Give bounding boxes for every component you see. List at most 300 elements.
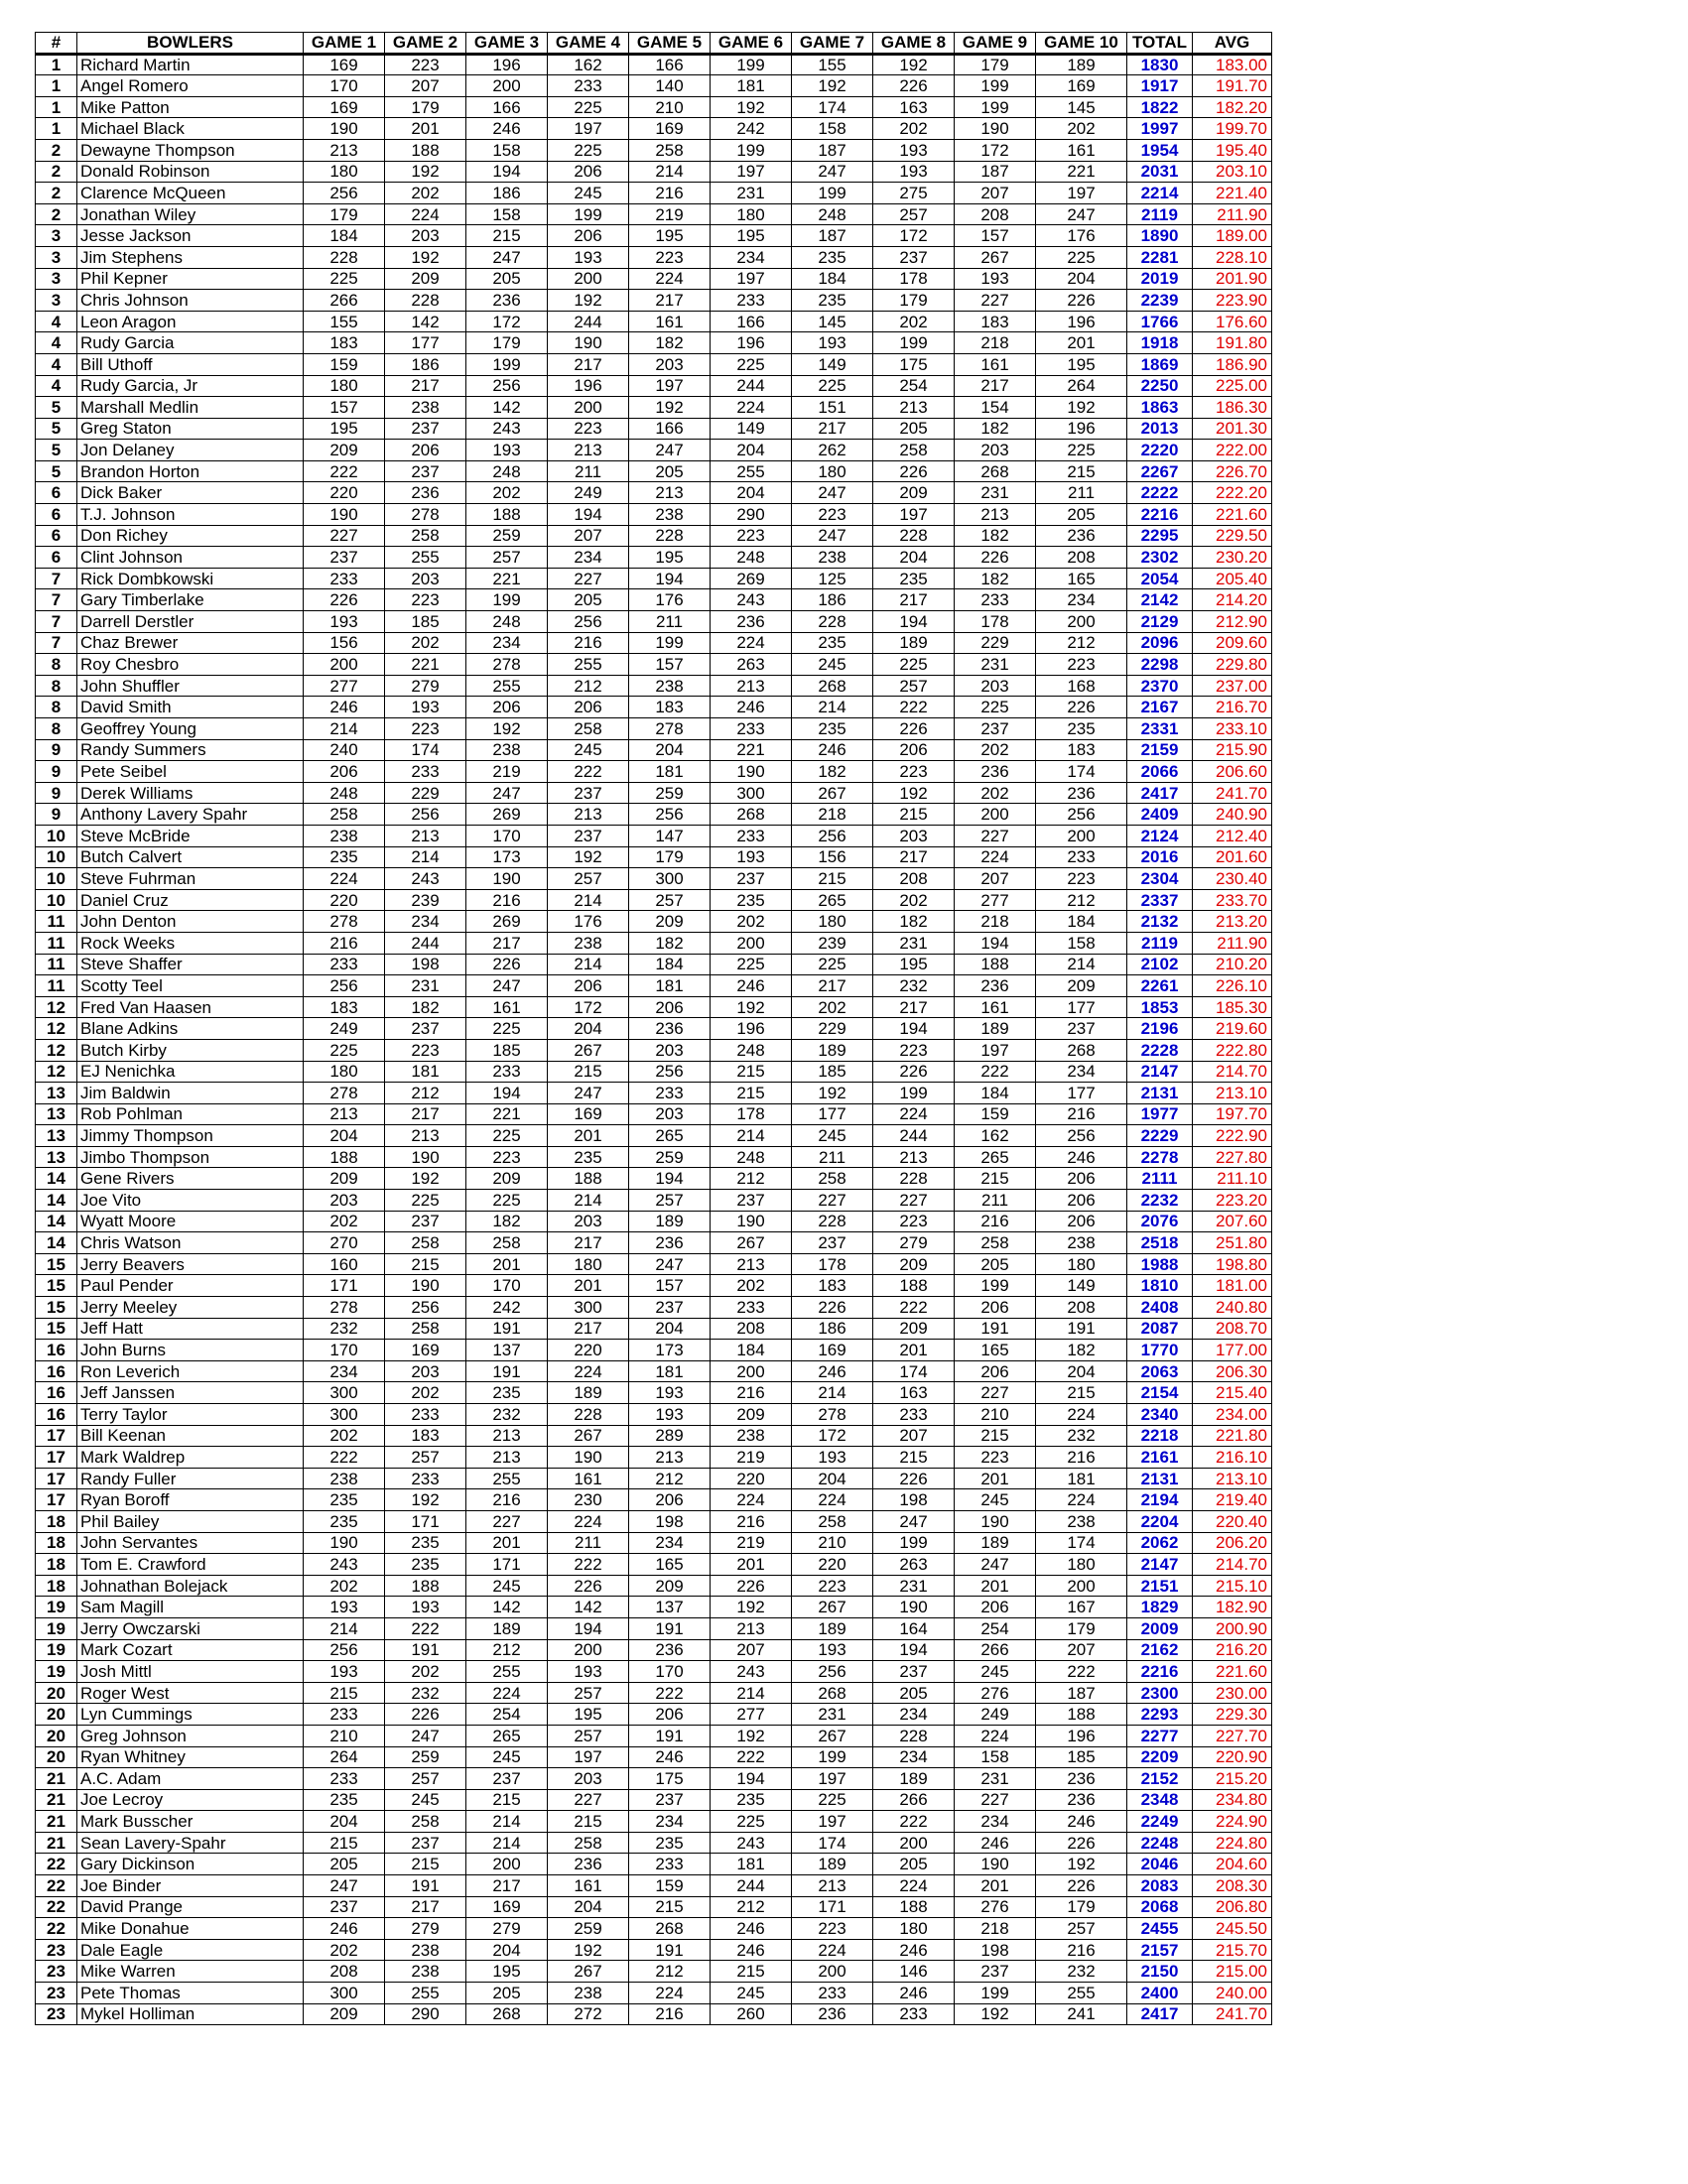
avg-cell: 191.70 <box>1193 75 1272 97</box>
game-3-cell: 216 <box>466 889 548 911</box>
rank-cell: 20 <box>36 1682 77 1704</box>
game-8-cell: 233 <box>873 2003 955 2025</box>
game-10-cell: 192 <box>1036 397 1127 419</box>
rank-cell: 10 <box>36 889 77 911</box>
game-7-cell: 197 <box>792 1811 873 1833</box>
game-8-cell: 223 <box>873 1211 955 1232</box>
game-4-cell: 207 <box>548 525 629 547</box>
game-4-cell: 204 <box>548 1896 629 1918</box>
game-7-cell: 192 <box>792 1083 873 1104</box>
game-9-cell: 227 <box>955 825 1036 846</box>
total-cell: 2167 <box>1127 697 1193 718</box>
bowler-name-cell: Jeff Janssen <box>77 1382 304 1404</box>
game-8-cell: 209 <box>873 1253 955 1275</box>
game-5-cell: 213 <box>629 482 711 504</box>
total-cell: 2119 <box>1127 932 1193 954</box>
bowler-name-cell: Bill Keenan <box>77 1425 304 1447</box>
game-10-cell: 241 <box>1036 2003 1127 2025</box>
total-cell: 2250 <box>1127 375 1193 397</box>
game-1-cell: 183 <box>304 996 385 1018</box>
game-2-cell: 193 <box>385 1597 466 1618</box>
game-2-cell: 258 <box>385 1318 466 1340</box>
game-9-cell: 165 <box>955 1340 1036 1361</box>
avg-cell: 241.70 <box>1193 2003 1272 2025</box>
game-4-cell: 197 <box>548 118 629 140</box>
table-row <box>36 889 1272 911</box>
table-row <box>36 246 1272 268</box>
rank-cell: 12 <box>36 1018 77 1040</box>
game-9-cell: 190 <box>955 1854 1036 1875</box>
game-2-cell: 181 <box>385 1061 466 1083</box>
rank-cell: 10 <box>36 825 77 846</box>
rank-cell: 6 <box>36 547 77 569</box>
avg-cell: 237.00 <box>1193 675 1272 697</box>
game-10-cell: 145 <box>1036 96 1127 118</box>
game-2-cell: 247 <box>385 1725 466 1746</box>
game-7-cell: 200 <box>792 1961 873 1983</box>
game-4-cell: 227 <box>548 1789 629 1811</box>
avg-cell: 226.10 <box>1193 975 1272 997</box>
game-3-cell: 227 <box>466 1510 548 1532</box>
game-5-cell: 233 <box>629 1083 711 1104</box>
rank-cell: 1 <box>36 118 77 140</box>
game-4-cell: 225 <box>548 96 629 118</box>
game-5-cell: 210 <box>629 96 711 118</box>
bowler-name-cell: John Shuffler <box>77 675 304 697</box>
game-3-cell: 206 <box>466 697 548 718</box>
game-3-cell: 232 <box>466 1404 548 1426</box>
avg-cell: 215.20 <box>1193 1768 1272 1790</box>
game-9-cell: 206 <box>955 1360 1036 1382</box>
game-7-cell: 233 <box>792 1983 873 2004</box>
game-10-cell: 255 <box>1036 1983 1127 2004</box>
game-5-cell: 215 <box>629 1896 711 1918</box>
avg-cell: 213.20 <box>1193 911 1272 933</box>
game-4-cell: 190 <box>548 332 629 354</box>
game-2-cell: 192 <box>385 1489 466 1511</box>
total-cell: 2204 <box>1127 1510 1193 1532</box>
game-6-cell: 225 <box>711 1811 792 1833</box>
game-10-cell: 177 <box>1036 1083 1127 1104</box>
game-7-cell: 149 <box>792 353 873 375</box>
game-10-cell: 222 <box>1036 1661 1127 1683</box>
game-10-cell: 174 <box>1036 761 1127 783</box>
bowler-name-cell: Mike Donahue <box>77 1918 304 1940</box>
game-9-cell: 203 <box>955 440 1036 461</box>
game-10-cell: 204 <box>1036 268 1127 290</box>
total-cell: 1988 <box>1127 1253 1193 1275</box>
game-7-cell: 169 <box>792 1340 873 1361</box>
game-1-cell: 180 <box>304 161 385 183</box>
bowler-name-cell: Phil Bailey <box>77 1510 304 1532</box>
game-10-cell: 205 <box>1036 504 1127 526</box>
table-row <box>36 975 1272 997</box>
game-10-cell: 196 <box>1036 311 1127 332</box>
game-1-cell: 249 <box>304 1018 385 1040</box>
game-5-cell: 234 <box>629 1811 711 1833</box>
game-7-cell: 178 <box>792 1253 873 1275</box>
game-4-cell: 245 <box>548 183 629 204</box>
bowler-name-cell: Jonathan Wiley <box>77 203 304 225</box>
bowler-name-cell: Ryan Boroff <box>77 1489 304 1511</box>
game-3-cell: 255 <box>466 1468 548 1489</box>
game-5-cell: 195 <box>629 547 711 569</box>
game-4-cell: 201 <box>548 1125 629 1147</box>
avg-cell: 240.80 <box>1193 1297 1272 1319</box>
game-4-cell: 225 <box>548 139 629 161</box>
game-3-cell: 201 <box>466 1532 548 1554</box>
game-9-cell: 207 <box>955 183 1036 204</box>
game-7-cell: 238 <box>792 547 873 569</box>
game-10-cell: 246 <box>1036 1146 1127 1168</box>
game-8-cell: 223 <box>873 761 955 783</box>
game-3-cell: 245 <box>466 1746 548 1768</box>
avg-cell: 201.90 <box>1193 268 1272 290</box>
avg-cell: 205.40 <box>1193 568 1272 589</box>
game-5-cell: 169 <box>629 118 711 140</box>
total-cell: 2216 <box>1127 1661 1193 1683</box>
game-1-cell: 213 <box>304 139 385 161</box>
game-2-cell: 233 <box>385 1468 466 1489</box>
bowler-name-cell: Steve Shaffer <box>77 954 304 975</box>
table-row <box>36 525 1272 547</box>
game-4-cell: 189 <box>548 1382 629 1404</box>
table-row <box>36 697 1272 718</box>
rank-cell: 2 <box>36 183 77 204</box>
game-6-cell: 202 <box>711 1275 792 1297</box>
game-7-cell: 217 <box>792 975 873 997</box>
rank-cell: 17 <box>36 1425 77 1447</box>
game-5-cell: 192 <box>629 397 711 419</box>
game-2-cell: 217 <box>385 1896 466 1918</box>
game-3-cell: 173 <box>466 846 548 868</box>
game-1-cell: 193 <box>304 1661 385 1683</box>
rank-cell: 21 <box>36 1789 77 1811</box>
game-4-cell: 257 <box>548 1682 629 1704</box>
game-6-cell: 245 <box>711 1983 792 2004</box>
game-6-cell: 243 <box>711 589 792 611</box>
table-row <box>36 1918 1272 1940</box>
game-7-cell: 187 <box>792 139 873 161</box>
total-cell: 1890 <box>1127 225 1193 247</box>
game-5-cell: 235 <box>629 1832 711 1854</box>
game-8-cell: 213 <box>873 1146 955 1168</box>
avg-cell: 206.30 <box>1193 1360 1272 1382</box>
game-1-cell: 233 <box>304 1704 385 1726</box>
game-5-cell: 209 <box>629 1575 711 1597</box>
total-cell: 2019 <box>1127 268 1193 290</box>
game-5-cell: 238 <box>629 675 711 697</box>
game-7-cell: 204 <box>792 1468 873 1489</box>
game-5-cell: 278 <box>629 718 711 740</box>
table-row <box>36 1768 1272 1790</box>
game-6-cell: 260 <box>711 2003 792 2025</box>
game-3-cell: 205 <box>466 268 548 290</box>
bowler-name-cell: Sam Magill <box>77 1597 304 1618</box>
game-5-cell: 203 <box>629 353 711 375</box>
game-4-cell: 300 <box>548 1297 629 1319</box>
game-5-cell: 195 <box>629 225 711 247</box>
game-6-cell: 216 <box>711 1510 792 1532</box>
game-3-cell: 236 <box>466 290 548 312</box>
game-8-cell: 222 <box>873 1297 955 1319</box>
game-5-cell: 222 <box>629 1682 711 1704</box>
game-5-cell: 199 <box>629 632 711 654</box>
game-1-cell: 203 <box>304 1190 385 1212</box>
game-5-cell: 209 <box>629 911 711 933</box>
game-1-cell: 235 <box>304 1789 385 1811</box>
game-4-cell: 188 <box>548 1168 629 1190</box>
avg-cell: 176.60 <box>1193 311 1272 332</box>
game-7-cell: 180 <box>792 460 873 482</box>
game-7-cell: 199 <box>792 1746 873 1768</box>
total-cell: 2132 <box>1127 911 1193 933</box>
game-6-cell: 199 <box>711 139 792 161</box>
game-9-cell: 265 <box>955 1146 1036 1168</box>
rank-cell: 4 <box>36 353 77 375</box>
table-row <box>36 1661 1272 1683</box>
table-row <box>36 139 1272 161</box>
rank-cell: 18 <box>36 1554 77 1576</box>
game-8-cell: 257 <box>873 675 955 697</box>
total-cell: 2277 <box>1127 1725 1193 1746</box>
game-9-cell: 224 <box>955 1725 1036 1746</box>
game-9-cell: 227 <box>955 290 1036 312</box>
game-7-cell: 225 <box>792 954 873 975</box>
game-2-cell: 192 <box>385 246 466 268</box>
game-4-cell: 192 <box>548 290 629 312</box>
game-3-cell: 217 <box>466 932 548 954</box>
rank-cell: 16 <box>36 1360 77 1382</box>
game-1-cell: 214 <box>304 1617 385 1639</box>
game-9-cell: 197 <box>955 1039 1036 1061</box>
table-row <box>36 1746 1272 1768</box>
rank-cell: 10 <box>36 846 77 868</box>
table-row <box>36 1510 1272 1532</box>
bowler-name-cell: Rock Weeks <box>77 932 304 954</box>
game-10-cell: 182 <box>1036 1340 1127 1361</box>
game-3-cell: 188 <box>466 504 548 526</box>
total-cell: 2222 <box>1127 482 1193 504</box>
avg-cell: 224.90 <box>1193 1811 1272 1833</box>
game-5-cell: 189 <box>629 1211 711 1232</box>
game-7-cell: 247 <box>792 482 873 504</box>
game-3-cell: 221 <box>466 1103 548 1125</box>
game-5-cell: 300 <box>629 868 711 890</box>
game-3-cell: 269 <box>466 804 548 826</box>
game-2-cell: 222 <box>385 1617 466 1639</box>
game-7-cell: 187 <box>792 225 873 247</box>
game-1-cell: 179 <box>304 203 385 225</box>
total-cell: 1822 <box>1127 96 1193 118</box>
bowler-name-cell: Dick Baker <box>77 482 304 504</box>
game-2-cell: 235 <box>385 1532 466 1554</box>
game-8-cell: 209 <box>873 1318 955 1340</box>
game-8-cell: 247 <box>873 1510 955 1532</box>
rank-cell: 23 <box>36 1939 77 1961</box>
game-4-cell: 256 <box>548 611 629 633</box>
game-5-cell: 247 <box>629 1253 711 1275</box>
game-6-cell: 237 <box>711 868 792 890</box>
game-8-cell: 202 <box>873 118 955 140</box>
avg-cell: 213.10 <box>1193 1468 1272 1489</box>
game-8-cell: 194 <box>873 611 955 633</box>
game-3-cell: 158 <box>466 203 548 225</box>
game-4-cell: 258 <box>548 718 629 740</box>
game-9-cell: 267 <box>955 246 1036 268</box>
game-7-cell: 177 <box>792 1103 873 1125</box>
avg-cell: 203.10 <box>1193 161 1272 183</box>
game-2-cell: 237 <box>385 1211 466 1232</box>
game-7-cell: 192 <box>792 75 873 97</box>
rank-cell: 20 <box>36 1725 77 1746</box>
game-3-cell: 254 <box>466 1704 548 1726</box>
game-8-cell: 203 <box>873 825 955 846</box>
table-row <box>36 1961 1272 1983</box>
bowler-name-cell: Anthony Lavery Spahr <box>77 804 304 826</box>
avg-cell: 208.70 <box>1193 1318 1272 1340</box>
rank-cell: 18 <box>36 1532 77 1554</box>
table-row <box>36 1875 1272 1897</box>
game-10-cell: 256 <box>1036 1125 1127 1147</box>
game-8-cell: 226 <box>873 460 955 482</box>
game-8-cell: 175 <box>873 353 955 375</box>
game-10-cell: 189 <box>1036 54 1127 75</box>
game-4-cell: 180 <box>548 1253 629 1275</box>
game-9-cell: 210 <box>955 1404 1036 1426</box>
game-10-cell: 225 <box>1036 440 1127 461</box>
game-8-cell: 188 <box>873 1275 955 1297</box>
game-7-cell: 236 <box>792 2003 873 2025</box>
table-row <box>36 440 1272 461</box>
avg-cell: 213.10 <box>1193 1083 1272 1104</box>
game-6-cell: 222 <box>711 1746 792 1768</box>
game-8-cell: 189 <box>873 1768 955 1790</box>
game-5-cell: 181 <box>629 1360 711 1382</box>
game-10-cell: 204 <box>1036 1360 1127 1382</box>
game-5-cell: 237 <box>629 1297 711 1319</box>
bowler-name-cell: Jerry Meeley <box>77 1297 304 1319</box>
game-2-cell: 179 <box>385 96 466 118</box>
game-10-cell: 215 <box>1036 460 1127 482</box>
table-row <box>36 1896 1272 1918</box>
game-3-cell: 194 <box>466 1083 548 1104</box>
game-10-cell: 200 <box>1036 1575 1127 1597</box>
game-5-cell: 170 <box>629 1661 711 1683</box>
total-cell: 2348 <box>1127 1789 1193 1811</box>
game-8-cell: 208 <box>873 868 955 890</box>
bowler-name-cell: Ron Leverich <box>77 1360 304 1382</box>
game-8-cell: 266 <box>873 1789 955 1811</box>
rank-cell: 8 <box>36 697 77 718</box>
game-8-cell: 200 <box>873 1832 955 1854</box>
game-9-cell: 154 <box>955 397 1036 419</box>
game-7-cell: 225 <box>792 1789 873 1811</box>
avg-cell: 214.70 <box>1193 1554 1272 1576</box>
avg-cell: 215.70 <box>1193 1939 1272 1961</box>
bowler-name-cell: Phil Kepner <box>77 268 304 290</box>
game-7-cell: 214 <box>792 1382 873 1404</box>
game-1-cell: 190 <box>304 504 385 526</box>
game-1-cell: 214 <box>304 718 385 740</box>
avg-cell: 211.90 <box>1193 932 1272 954</box>
table-row <box>36 1083 1272 1104</box>
game-1-cell: 222 <box>304 1447 385 1469</box>
game-3-cell: 185 <box>466 1039 548 1061</box>
bowler-name-cell: John Servantes <box>77 1532 304 1554</box>
table-row <box>36 1575 1272 1597</box>
game-9-cell: 245 <box>955 1489 1036 1511</box>
total-cell: 2013 <box>1127 418 1193 440</box>
rank-cell: 11 <box>36 932 77 954</box>
total-cell: 1770 <box>1127 1340 1193 1361</box>
game-6-cell: 233 <box>711 718 792 740</box>
game-1-cell: 235 <box>304 1510 385 1532</box>
game-9-cell: 231 <box>955 482 1036 504</box>
game-1-cell: 256 <box>304 183 385 204</box>
table-row <box>36 654 1272 676</box>
rank-cell: 14 <box>36 1232 77 1254</box>
game-6-cell: 192 <box>711 96 792 118</box>
game-4-cell: 216 <box>548 632 629 654</box>
game-3-cell: 194 <box>466 161 548 183</box>
avg-cell: 206.20 <box>1193 1532 1272 1554</box>
game-4-cell: 169 <box>548 1103 629 1125</box>
game-2-cell: 190 <box>385 1146 466 1168</box>
avg-cell: 186.90 <box>1193 353 1272 375</box>
game-6-cell: 214 <box>711 1682 792 1704</box>
total-cell: 2031 <box>1127 161 1193 183</box>
bowler-name-cell: Jesse Jackson <box>77 225 304 247</box>
game-2-cell: 221 <box>385 654 466 676</box>
game-8-cell: 258 <box>873 440 955 461</box>
total-cell: 1918 <box>1127 332 1193 354</box>
game-4-cell: 172 <box>548 996 629 1018</box>
table-row <box>36 161 1272 183</box>
game-5-cell: 236 <box>629 1232 711 1254</box>
game-4-cell: 238 <box>548 932 629 954</box>
game-4-cell: 213 <box>548 804 629 826</box>
game-9-cell: 231 <box>955 1768 1036 1790</box>
game-4-cell: 220 <box>548 1340 629 1361</box>
total-cell: 2196 <box>1127 1018 1193 1040</box>
avg-cell: 204.60 <box>1193 1854 1272 1875</box>
game-5-cell: 157 <box>629 1275 711 1297</box>
game-4-cell: 223 <box>548 418 629 440</box>
total-cell: 1954 <box>1127 139 1193 161</box>
game-4-cell: 205 <box>548 589 629 611</box>
avg-cell: 207.60 <box>1193 1211 1272 1232</box>
avg-cell: 234.00 <box>1193 1404 1272 1426</box>
game-9-cell: 258 <box>955 1232 1036 1254</box>
game-2-cell: 235 <box>385 1554 466 1576</box>
game-8-cell: 231 <box>873 1575 955 1597</box>
bowler-name-cell: Blane Adkins <box>77 1018 304 1040</box>
bowler-name-cell: Roy Chesbro <box>77 654 304 676</box>
table-row <box>36 1146 1272 1168</box>
game-9-cell: 237 <box>955 718 1036 740</box>
game-10-cell: 161 <box>1036 139 1127 161</box>
game-5-cell: 204 <box>629 739 711 761</box>
header-row <box>36 33 1272 55</box>
game-7-cell: 228 <box>792 611 873 633</box>
game-10-cell: 216 <box>1036 1447 1127 1469</box>
game-10-cell: 238 <box>1036 1510 1127 1532</box>
game-1-cell: 215 <box>304 1832 385 1854</box>
avg-cell: 189.00 <box>1193 225 1272 247</box>
game-9-cell: 187 <box>955 161 1036 183</box>
game-10-cell: 196 <box>1036 418 1127 440</box>
